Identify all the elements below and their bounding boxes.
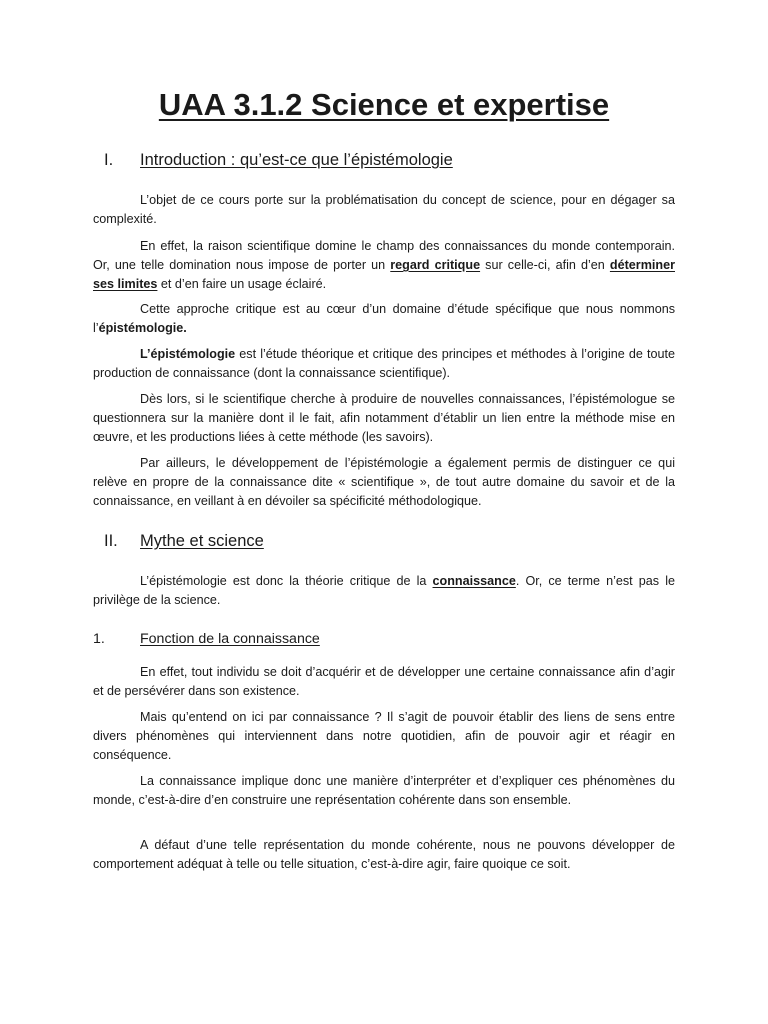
subsection-title: Fonction de la connaissance (140, 631, 320, 647)
paragraph-6: Par ailleurs, le développement de l’épistémologie a également permis de distinguer ce qui relève en propre de la connaissance dite « scientifique », de tout autre domaine du savoir et de la connaissance, en veillant à en dévoiler sa spécificité méthodologique. (93, 456, 675, 508)
document-title: UAA 3.1.2 Science et expertise (158, 87, 610, 122)
section-title: Introduction : qu’est-ce que l’épistémologie (140, 151, 453, 169)
emphasis-epistemologie: épistémologie. (98, 321, 187, 335)
paragraph-2: En effet, la raison scientifique domine le champ des connaissances du monde contemporain. Or, une telle domination nous impose de porter un regard critique sur celle-ci, afin d’en déterminer ses limites et d’en faire un usage éclairé. (93, 239, 675, 291)
emphasis-connaissance: connaissance (432, 574, 516, 588)
subsection-heading-fonction (93, 629, 320, 649)
section-heading-introduction (104, 149, 453, 171)
subsection-number: 1. (93, 631, 105, 647)
emphasis-epistemologie-definition: L’épistémologie (140, 347, 236, 361)
paragraph-9: Mais qu’entend on ici par connaissance ? Il s’agit de pouvoir établir des liens de sens entre divers phénomènes qui interviennent dans notre quotidien, afin de pouvoir agir et réagir en conséquence. (93, 710, 675, 762)
paragraph-1: L’objet de ce cours porte sur la problématisation du concept de science, pour en dégager sa complexité. (93, 193, 675, 226)
section-title: Mythe et science (140, 532, 264, 550)
section-number: II. (104, 532, 118, 550)
paragraph-4: L’épistémologie est l’étude théorique et critique des principes et méthodes à l’origine de toute production de connaissance (dont la connaissance scientifique). (93, 347, 675, 380)
paragraph-5: Dès lors, si le scientifique cherche à produire de nouvelles connaissances, l’épistémologue se questionnera sur la manière dont il le fait, afin notamment d’établir un lien entre la méthode mise en œuvre, et les productions liées à cette méthode (les savoirs). (93, 392, 675, 444)
section-heading-mythe-science (104, 530, 264, 552)
paragraph-10: La connaissance implique donc une manière d’interpréter et d’expliquer ces phénomènes du monde, c’est-à-dire d’en construire une représentation cohérente dans son ensemble. (93, 774, 675, 807)
paragraph-7: L’épistémologie est donc la théorie critique de la connaissance. Or, ce terme n’est pas le privilège de la science. (93, 574, 675, 607)
paragraph-3: Cette approche critique est au cœur d’un domaine d’étude spécifique que nous nommons l’épistémologie. (93, 302, 675, 335)
section-number: I. (104, 151, 114, 169)
paragraph-8: En effet, tout individu se doit d’acquérir et de développer une certaine connaissance afin d’agir et de persévérer dans son existence. (93, 665, 675, 698)
paragraph-11: A défaut d’une telle représentation du monde cohérente, nous ne pouvons développer de comportement adéquat à telle ou telle situation, c’est-à-dire agir, faire quoique ce soit. (93, 838, 675, 871)
emphasis-regard-critique: regard critique (390, 258, 481, 272)
emphasis-determiner-limites: déterminer ses limites (93, 258, 675, 291)
